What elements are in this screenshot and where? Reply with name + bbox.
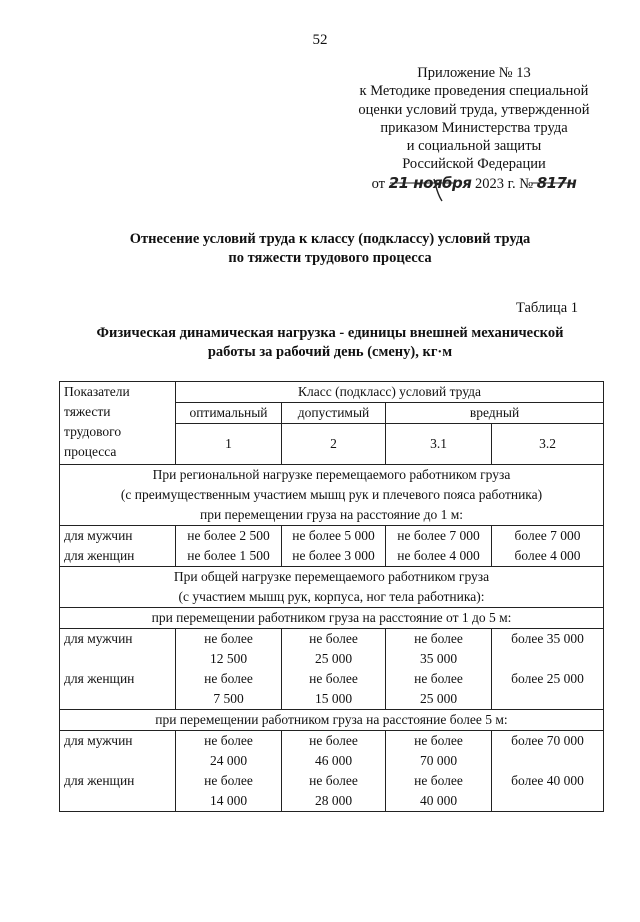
table-title-line: Физическая динамическая нагрузка - единицы внешней механической bbox=[96, 325, 564, 341]
value-men: более 7 000 bbox=[514, 528, 581, 543]
value-cell bbox=[282, 526, 386, 567]
value-text: 46 000 bbox=[314, 753, 353, 768]
indicator-header-cell bbox=[60, 382, 176, 465]
value-text: не более bbox=[204, 631, 253, 646]
section-row bbox=[60, 710, 604, 731]
section-distance-1-5: при перемещении работником груза на расстояние от 1 до 5 м: bbox=[60, 608, 604, 629]
group-optimal: оптимальный bbox=[176, 403, 282, 424]
table-row bbox=[60, 526, 604, 567]
handwriting-underline-stroke bbox=[382, 173, 582, 205]
value-text: не более bbox=[414, 733, 463, 748]
value-text: не более bbox=[309, 671, 358, 686]
row-label bbox=[60, 526, 176, 567]
group-harmful: вредный bbox=[386, 403, 604, 424]
handwritten-date: 21 ноября bbox=[388, 173, 472, 192]
value-text: 14 000 bbox=[209, 793, 248, 808]
section-row bbox=[60, 608, 604, 629]
document-title-line: Отнесение условий труда к классу (подклассу) условий труда bbox=[129, 231, 531, 247]
value-text: не более bbox=[414, 671, 463, 686]
header-text: тяжести bbox=[64, 404, 111, 419]
annex-title: Приложение № 13 bbox=[417, 65, 531, 81]
value-cell bbox=[176, 629, 282, 710]
value-text: не более bbox=[309, 733, 358, 748]
section-regional-load bbox=[60, 465, 604, 526]
table-title-line: работы за рабочий день (смену), кг·м bbox=[207, 344, 453, 360]
value-cell bbox=[492, 629, 604, 710]
value-women: не более 3 000 bbox=[292, 548, 375, 563]
value-women: не более 4 000 bbox=[397, 548, 480, 563]
document-title bbox=[60, 230, 600, 268]
value-text: более 40 000 bbox=[511, 773, 584, 788]
class-3-2: 3.2 bbox=[492, 424, 604, 465]
value-cell bbox=[386, 629, 492, 710]
section-text: при перемещении груза на расстояние до 1 м: bbox=[199, 507, 464, 522]
section-row bbox=[60, 465, 604, 526]
label-women: для женщин bbox=[64, 548, 135, 563]
value-text: 25 000 bbox=[419, 691, 458, 706]
annex-line: приказом Министерства труда bbox=[380, 119, 568, 136]
value-cell bbox=[282, 731, 386, 812]
value-cell bbox=[386, 526, 492, 567]
header-text: процесса bbox=[64, 444, 117, 459]
value-text: 70 000 bbox=[419, 753, 458, 768]
value-text: не более bbox=[204, 671, 253, 686]
class-1: 1 bbox=[176, 424, 282, 465]
section-row bbox=[60, 567, 604, 608]
value-cell bbox=[492, 731, 604, 812]
value-text: не более bbox=[414, 773, 463, 788]
class-3-1: 3.1 bbox=[386, 424, 492, 465]
page-number: 52 bbox=[312, 32, 328, 48]
annex-line: оценки условий труда, утвержденной bbox=[358, 101, 590, 118]
label-men: для мужчин bbox=[64, 528, 133, 543]
annex-line: и социальной защиты bbox=[406, 138, 542, 155]
value-text: 25 000 bbox=[314, 651, 353, 666]
value-men: не более 2 500 bbox=[187, 528, 270, 543]
label-women: для женщин bbox=[64, 773, 135, 788]
load-classification-table bbox=[59, 381, 604, 812]
value-text: более 35 000 bbox=[511, 631, 584, 646]
value-text: не более bbox=[204, 733, 253, 748]
row-label bbox=[60, 629, 176, 710]
value-cell bbox=[386, 731, 492, 812]
value-cell bbox=[176, 526, 282, 567]
date-year: 2023 г. № bbox=[475, 175, 534, 192]
value-text: более 70 000 bbox=[511, 733, 584, 748]
value-men: не более 5 000 bbox=[292, 528, 375, 543]
value-text: более 25 000 bbox=[511, 671, 584, 686]
group-permissible: допустимый bbox=[282, 403, 386, 424]
annex-line: к Методике проведения специальной bbox=[359, 83, 589, 100]
class-header-cell: Класс (подкласс) условий труда bbox=[176, 382, 604, 403]
value-text: не более bbox=[309, 631, 358, 646]
value-text: 24 000 bbox=[209, 753, 248, 768]
value-text: 7 500 bbox=[213, 691, 244, 706]
label-men: для мужчин bbox=[64, 631, 133, 646]
document-title-line: по тяжести трудового процесса bbox=[228, 250, 432, 266]
value-text: не более bbox=[309, 773, 358, 788]
section-text: При региональной нагрузке перемещаемого работником груза bbox=[152, 467, 511, 482]
class-2: 2 bbox=[282, 424, 386, 465]
label-women: для женщин bbox=[64, 671, 135, 686]
value-text: 35 000 bbox=[419, 651, 458, 666]
section-general-load bbox=[60, 567, 604, 608]
annex-line: Российской Федерации bbox=[402, 156, 546, 173]
value-text: не более bbox=[414, 631, 463, 646]
value-men: не более 7 000 bbox=[397, 528, 480, 543]
section-text: При общей нагрузке перемещаемого работником груза bbox=[173, 569, 490, 584]
table-row bbox=[60, 629, 604, 710]
value-women: более 4 000 bbox=[514, 548, 581, 563]
value-cell bbox=[492, 526, 604, 567]
table-row bbox=[60, 731, 604, 812]
value-text: 28 000 bbox=[314, 793, 353, 808]
table-title bbox=[60, 324, 600, 362]
value-text: 40 000 bbox=[419, 793, 458, 808]
table-header-row bbox=[60, 382, 604, 403]
label-men: для мужчин bbox=[64, 733, 133, 748]
value-text: 15 000 bbox=[314, 691, 353, 706]
value-text: не более bbox=[204, 773, 253, 788]
section-text: (с участием мышц рук, корпуса, ног тела работника): bbox=[178, 589, 485, 604]
section-distance-over-5: при перемещении работником груза на расстояние более 5 м: bbox=[60, 710, 604, 731]
date-prefix: от bbox=[371, 175, 386, 192]
section-text: (с преимущественным участием мышц рук и плечевого пояса работника) bbox=[120, 487, 543, 502]
value-cell bbox=[176, 731, 282, 812]
value-text: 12 500 bbox=[209, 651, 248, 666]
value-women: не более 1 500 bbox=[187, 548, 270, 563]
header-text: Показатели bbox=[64, 384, 130, 399]
table-label: Таблица 1 bbox=[515, 300, 578, 316]
value-cell bbox=[282, 629, 386, 710]
handwritten-number: 817н bbox=[536, 173, 577, 192]
row-label bbox=[60, 731, 176, 812]
header-text: трудового bbox=[64, 424, 122, 439]
